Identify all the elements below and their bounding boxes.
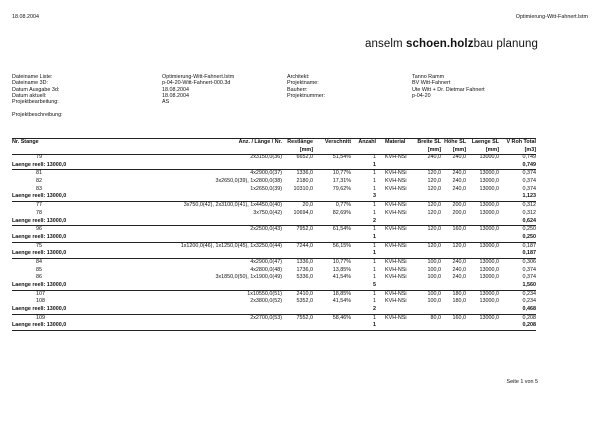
meta-labels-left xyxy=(12,74,63,118)
table-row xyxy=(12,210,536,218)
col-restlaenge: Restlänge xyxy=(287,139,313,145)
cell-rest: 1736,0 xyxy=(296,266,313,273)
meta-label-2: Bauherr: xyxy=(287,86,308,93)
cell-nr: 78 xyxy=(36,209,42,216)
cell-vroh: 0,250 xyxy=(522,226,536,233)
group-total-row xyxy=(12,162,536,171)
cell-hoehe: 200,0 xyxy=(452,209,466,216)
group-volume-total: 0,624 xyxy=(522,217,536,224)
cell-material: KVH-NSi xyxy=(385,266,407,273)
group-count: 2 xyxy=(373,217,376,224)
cell-rest: 2410,0 xyxy=(296,290,313,297)
cell-verschnitt: 13,85% xyxy=(332,266,351,273)
table-row xyxy=(12,259,536,267)
logo-text-bold: schoen.holz xyxy=(406,38,474,50)
cell-breite: 100,0 xyxy=(427,266,441,273)
group-total-row xyxy=(12,322,536,331)
group-volume-total: 0,749 xyxy=(522,161,536,168)
cell-anzahl: 1 xyxy=(373,226,376,233)
cell-hoehe: 240,0 xyxy=(452,266,466,273)
cell-laenge: 13000,0 xyxy=(479,258,499,265)
cell-nr: 85 xyxy=(36,266,42,273)
cell-material: KVH-NSi xyxy=(385,242,407,249)
cell-anzahl: 1 xyxy=(373,266,376,273)
cell-verschnitt: 10,77% xyxy=(332,258,351,265)
group-volume-total: 1,123 xyxy=(522,193,536,200)
cell-nr: 83 xyxy=(36,185,42,192)
group-total-row xyxy=(12,250,536,259)
cell-rest: 5352,0 xyxy=(296,298,313,305)
cell-laenge: 13000,0 xyxy=(479,298,499,305)
table-row xyxy=(12,170,536,178)
meta-value-4: AS xyxy=(162,99,170,106)
cell-material: KVH-NSi xyxy=(385,170,407,177)
optimization-table xyxy=(12,139,536,331)
cell-material: KVH-NSi xyxy=(385,314,407,321)
cell-hoehe: 160,0 xyxy=(452,314,466,321)
cell-breite: 80,0 xyxy=(430,314,441,321)
meta-label-4: Projektbearbeitung: xyxy=(12,99,59,106)
cell-verschnitt: 18,85% xyxy=(332,290,351,297)
group-length-label: Laenge reell: 13000,0 xyxy=(12,306,67,313)
cell-breite: 120,0 xyxy=(427,170,441,177)
col-anzahl: Anzahl xyxy=(358,139,376,145)
table-row xyxy=(12,291,536,299)
cell-nr: 109 xyxy=(36,314,45,321)
cell-anz: 1x2650,0(39) xyxy=(250,185,282,192)
cell-rest: 6652,0 xyxy=(296,154,313,160)
cell-vroh: 0,306 xyxy=(522,258,536,265)
cell-anz: 1x1200,0(46), 1x1250,0(45), 1x3250,0(44) xyxy=(180,242,282,249)
meta-label-2: Datum Ausgabe 3d: xyxy=(12,86,60,93)
cell-hoehe: 160,0 xyxy=(452,226,466,233)
cell-hoehe: 240,0 xyxy=(452,170,466,177)
cell-laenge: 13000,0 xyxy=(479,226,499,233)
group-total-row xyxy=(12,234,536,243)
cell-rest: 10694,0 xyxy=(293,209,313,216)
group-count: 1 xyxy=(373,161,376,168)
table-row xyxy=(12,315,536,323)
cell-anzahl: 1 xyxy=(373,178,376,185)
cell-verschnitt: 41,54% xyxy=(332,298,351,305)
cell-laenge: 13000,0 xyxy=(479,202,499,209)
group-volume-total: 0,468 xyxy=(522,306,536,313)
group-length-label: Laenge reell: 13000,0 xyxy=(12,193,67,200)
meta-value-1: BV Witt-Fahnert xyxy=(412,80,451,87)
meta-values-right xyxy=(412,74,485,99)
group-count: 3 xyxy=(373,193,376,200)
cell-material: KVH-NSi xyxy=(385,290,407,297)
cell-hoehe: 240,0 xyxy=(452,154,466,160)
cell-breite: 120,0 xyxy=(427,242,441,249)
cell-laenge: 13000,0 xyxy=(479,274,499,281)
cell-verschnitt: 0,77% xyxy=(335,202,351,209)
group-volume-total: 1,560 xyxy=(522,282,536,288)
table-row xyxy=(12,186,536,194)
cell-vroh: 0,312 xyxy=(522,202,536,209)
cell-material: KVH-NSi xyxy=(385,185,407,192)
unit-laenge: [mm] xyxy=(485,146,499,153)
group-length-label: Laenge reell: 13000,0 xyxy=(12,322,67,329)
cell-anzahl: 1 xyxy=(373,154,376,160)
group-total-row xyxy=(12,218,536,227)
table-header-row xyxy=(12,139,536,147)
col-hoehe: Höhe SL xyxy=(444,139,466,145)
cell-breite: 100,0 xyxy=(427,258,441,265)
table-row xyxy=(12,298,536,306)
cell-rest: 2180,0 xyxy=(296,178,313,185)
cell-rest: 7552,0 xyxy=(296,314,313,321)
group-count: 5 xyxy=(373,282,376,288)
cell-laenge: 13000,0 xyxy=(479,170,499,177)
col-material: Material xyxy=(385,139,406,145)
cell-verschnitt: 17,31% xyxy=(332,178,351,185)
cell-verschnitt: 51,54% xyxy=(332,154,351,160)
cell-anzahl: 1 xyxy=(373,274,376,281)
table-row xyxy=(12,243,536,251)
cell-laenge: 13000,0 xyxy=(479,209,499,216)
print-date: 18.08.2004 xyxy=(12,14,39,20)
cell-vroh: 0,234 xyxy=(522,298,536,305)
unit-restlaenge: [mm] xyxy=(299,146,313,153)
cell-vroh: 0,187 xyxy=(522,242,536,249)
meta-label-1: Projektname: xyxy=(287,80,319,87)
cell-breite: 120,0 xyxy=(427,202,441,209)
meta-label-3: Projektnummer: xyxy=(287,92,326,99)
cell-breite: 120,0 xyxy=(427,226,441,233)
unit-breite: [mm] xyxy=(427,146,441,153)
table-row xyxy=(12,202,536,210)
cell-vroh: 0,312 xyxy=(522,209,536,216)
group-length-label: Laenge reell: 13000,0 xyxy=(12,282,67,288)
cell-anz: 2x3150,0(36) xyxy=(250,154,282,160)
cell-anzahl: 1 xyxy=(373,185,376,192)
unit-hoehe: [mm] xyxy=(452,146,466,153)
cell-verschnitt: 58,46% xyxy=(332,314,351,321)
meta-value-6 xyxy=(162,112,234,118)
table-row xyxy=(12,267,536,275)
cell-nr: 77 xyxy=(36,202,42,209)
cell-verschnitt: 82,69% xyxy=(332,209,351,216)
table-row xyxy=(12,226,536,234)
cell-anz: 4x2800,0(48) xyxy=(250,266,282,273)
group-count: 1 xyxy=(373,322,376,329)
cell-anzahl: 1 xyxy=(373,290,376,297)
cell-verschnitt: 41,54% xyxy=(332,274,351,281)
cell-laenge: 13000,0 xyxy=(479,178,499,185)
cell-anz: 1x10550,0(51) xyxy=(247,290,282,297)
cell-anzahl: 1 xyxy=(373,258,376,265)
cell-anz: 2x3800,0(52) xyxy=(250,298,282,305)
col-verschnitt: Verschnitt xyxy=(324,139,351,145)
cell-anz: 3x750,0(42), 2x3100,0(41), 1x4450,0(40) xyxy=(183,202,282,209)
cell-anzahl: 1 xyxy=(373,209,376,216)
cell-rest: 1336,0 xyxy=(296,170,313,177)
cell-rest: 7952,0 xyxy=(296,226,313,233)
meta-value-0: Tanno Ramm xyxy=(412,74,445,80)
cell-hoehe: 240,0 xyxy=(452,185,466,192)
cell-material: KVH-NSi xyxy=(385,298,407,305)
cell-vroh: 0,749 xyxy=(522,154,536,160)
meta-value-0: Optimierung-Witt-Fahnert.lstm xyxy=(162,74,235,80)
group-total-row xyxy=(12,193,536,202)
meta-value-3: p-04-20 xyxy=(412,92,431,99)
cell-verschnitt: 79,62% xyxy=(332,185,351,192)
cell-rest: 10310,0 xyxy=(293,185,313,192)
group-count: 2 xyxy=(373,306,376,313)
cell-breite: 120,0 xyxy=(427,185,441,192)
unit-v-roh: [m3] xyxy=(524,146,536,153)
cell-nr: 81 xyxy=(36,170,42,177)
cell-anz: 2x2700,0(53) xyxy=(250,314,282,321)
cell-breite: 100,0 xyxy=(427,290,441,297)
col-breite: Breite SL xyxy=(417,139,441,145)
meta-value-2: Ute Witt + Dr. Dietmar Fahnert xyxy=(412,86,485,93)
cell-rest: 1336,0 xyxy=(296,258,313,265)
cell-nr: 79 xyxy=(36,154,42,160)
cell-rest: 20,0 xyxy=(302,202,313,209)
cell-laenge: 13000,0 xyxy=(479,314,499,321)
cell-laenge: 13000,0 xyxy=(479,242,499,249)
table-units-row xyxy=(12,147,536,155)
table-row xyxy=(12,178,536,186)
cell-anzahl: 1 xyxy=(373,202,376,209)
group-volume-total: 0,187 xyxy=(522,250,536,257)
meta-label-0: Dateiname Liste: xyxy=(12,74,53,80)
group-volume-total: 0,250 xyxy=(522,233,536,240)
cell-hoehe: 240,0 xyxy=(452,274,466,281)
table-body xyxy=(12,154,536,331)
cell-rest: 7244,0 xyxy=(296,242,313,249)
meta-value-2: 18.08.2004 xyxy=(162,86,189,93)
cell-laenge: 13000,0 xyxy=(479,290,499,297)
logo-text-post: bau planung xyxy=(473,38,538,50)
cell-hoehe: 180,0 xyxy=(452,298,466,305)
cell-anz: 2x2500,0(43) xyxy=(250,226,282,233)
group-length-label: Laenge reell: 13000,0 xyxy=(12,233,67,240)
meta-labels-right xyxy=(287,74,325,99)
group-count: 1 xyxy=(373,250,376,257)
cell-material: KVH-NSi xyxy=(385,274,407,281)
cell-breite: 120,0 xyxy=(427,209,441,216)
cell-nr: 86 xyxy=(36,274,42,281)
cell-breite: 100,0 xyxy=(427,298,441,305)
cell-material: KVH-NSi xyxy=(385,178,407,185)
meta-value-1: p-04-20-Witt-Fahnert-000.3d xyxy=(162,80,231,87)
cell-material: KVH-NSi xyxy=(385,258,407,265)
group-length-label: Laenge reell: 13000,0 xyxy=(12,217,67,224)
cell-laenge: 13000,0 xyxy=(479,185,499,192)
logo-text-pre: anselm xyxy=(365,38,407,50)
col-nr-stange: Nr. Stange xyxy=(12,139,39,145)
file-name-header: Optimierung-Witt-Fahnert.lstm xyxy=(515,14,588,20)
cell-breite: 240,0 xyxy=(427,154,441,160)
group-total-row xyxy=(12,306,536,315)
cell-breite: 100,0 xyxy=(427,274,441,281)
cell-hoehe: 240,0 xyxy=(452,258,466,265)
cell-hoehe: 180,0 xyxy=(452,290,466,297)
meta-label-3: Datum aktuell: xyxy=(12,92,47,99)
cell-material: KVH-NSi xyxy=(385,209,407,216)
cell-material: KVH-NSi xyxy=(385,202,407,209)
col-v-roh-total: V Roh Total xyxy=(506,139,536,145)
cell-vroh: 0,234 xyxy=(522,290,536,297)
cell-breite: 120,0 xyxy=(427,178,441,185)
cell-anz: 4x2900,0(47) xyxy=(250,258,282,265)
cell-nr: 96 xyxy=(36,226,42,233)
cell-nr: 84 xyxy=(36,258,42,265)
cell-verschnitt: 56,15% xyxy=(332,242,351,249)
cell-vroh: 0,374 xyxy=(522,185,536,192)
cell-rest: 5336,0 xyxy=(296,274,313,281)
cell-vroh: 0,374 xyxy=(522,266,536,273)
company-logo xyxy=(365,38,538,50)
cell-vroh: 0,374 xyxy=(522,178,536,185)
cell-hoehe: 200,0 xyxy=(452,202,466,209)
page-number: Seite 1 von 5 xyxy=(506,379,538,385)
cell-anzahl: 1 xyxy=(373,314,376,321)
cell-material: KVH-NSi xyxy=(385,226,407,233)
cell-verschnitt: 10,77% xyxy=(332,170,351,177)
col-anz-laenge-nr: Anz. / Länge / Nr. xyxy=(238,139,282,145)
table-row xyxy=(12,274,536,282)
cell-nr: 107 xyxy=(36,290,45,297)
cell-nr: 108 xyxy=(36,298,45,305)
group-volume-total: 0,208 xyxy=(522,322,536,329)
cell-anz: 3x2650,0(39), 1x2800,0(38) xyxy=(215,178,282,185)
cell-anzahl: 1 xyxy=(373,242,376,249)
cell-material: KVH-NSi xyxy=(385,154,407,160)
cell-anzahl: 1 xyxy=(373,298,376,305)
cell-hoehe: 240,0 xyxy=(452,178,466,185)
meta-values-left xyxy=(162,74,234,118)
cell-anz: 4x2900,0(37) xyxy=(250,170,282,177)
cell-laenge: 13000,0 xyxy=(479,266,499,273)
cell-verschnitt: 61,54% xyxy=(332,226,351,233)
group-length-label: Laenge reell: 13000,0 xyxy=(12,250,67,257)
cell-nr: 75 xyxy=(36,242,42,249)
cell-anzahl: 1 xyxy=(373,170,376,177)
group-length-label: Laenge reell: 13000,0 xyxy=(12,161,67,168)
cell-vroh: 0,208 xyxy=(522,314,536,321)
cell-laenge: 13000,0 xyxy=(479,154,499,160)
cell-vroh: 0,374 xyxy=(522,170,536,177)
meta-label-6: Projektbeschreibung: xyxy=(12,111,63,118)
table-row xyxy=(12,154,536,162)
cell-vroh: 0,374 xyxy=(522,274,536,281)
meta-label-0: Architekt: xyxy=(287,74,310,80)
group-count: 1 xyxy=(373,233,376,240)
meta-label-1: Dateiname 3D: xyxy=(12,80,48,87)
col-laenge: Laenge SL xyxy=(471,139,499,145)
group-total-row xyxy=(12,282,536,291)
cell-hoehe: 120,0 xyxy=(452,242,466,249)
cell-nr: 82 xyxy=(36,178,42,185)
cell-anz: 3x1850,0(50), 1x1900,0(49) xyxy=(215,274,282,281)
cell-anz: 3x750,0(42) xyxy=(253,209,282,216)
meta-value-3: 18.08.2004 xyxy=(162,92,189,99)
